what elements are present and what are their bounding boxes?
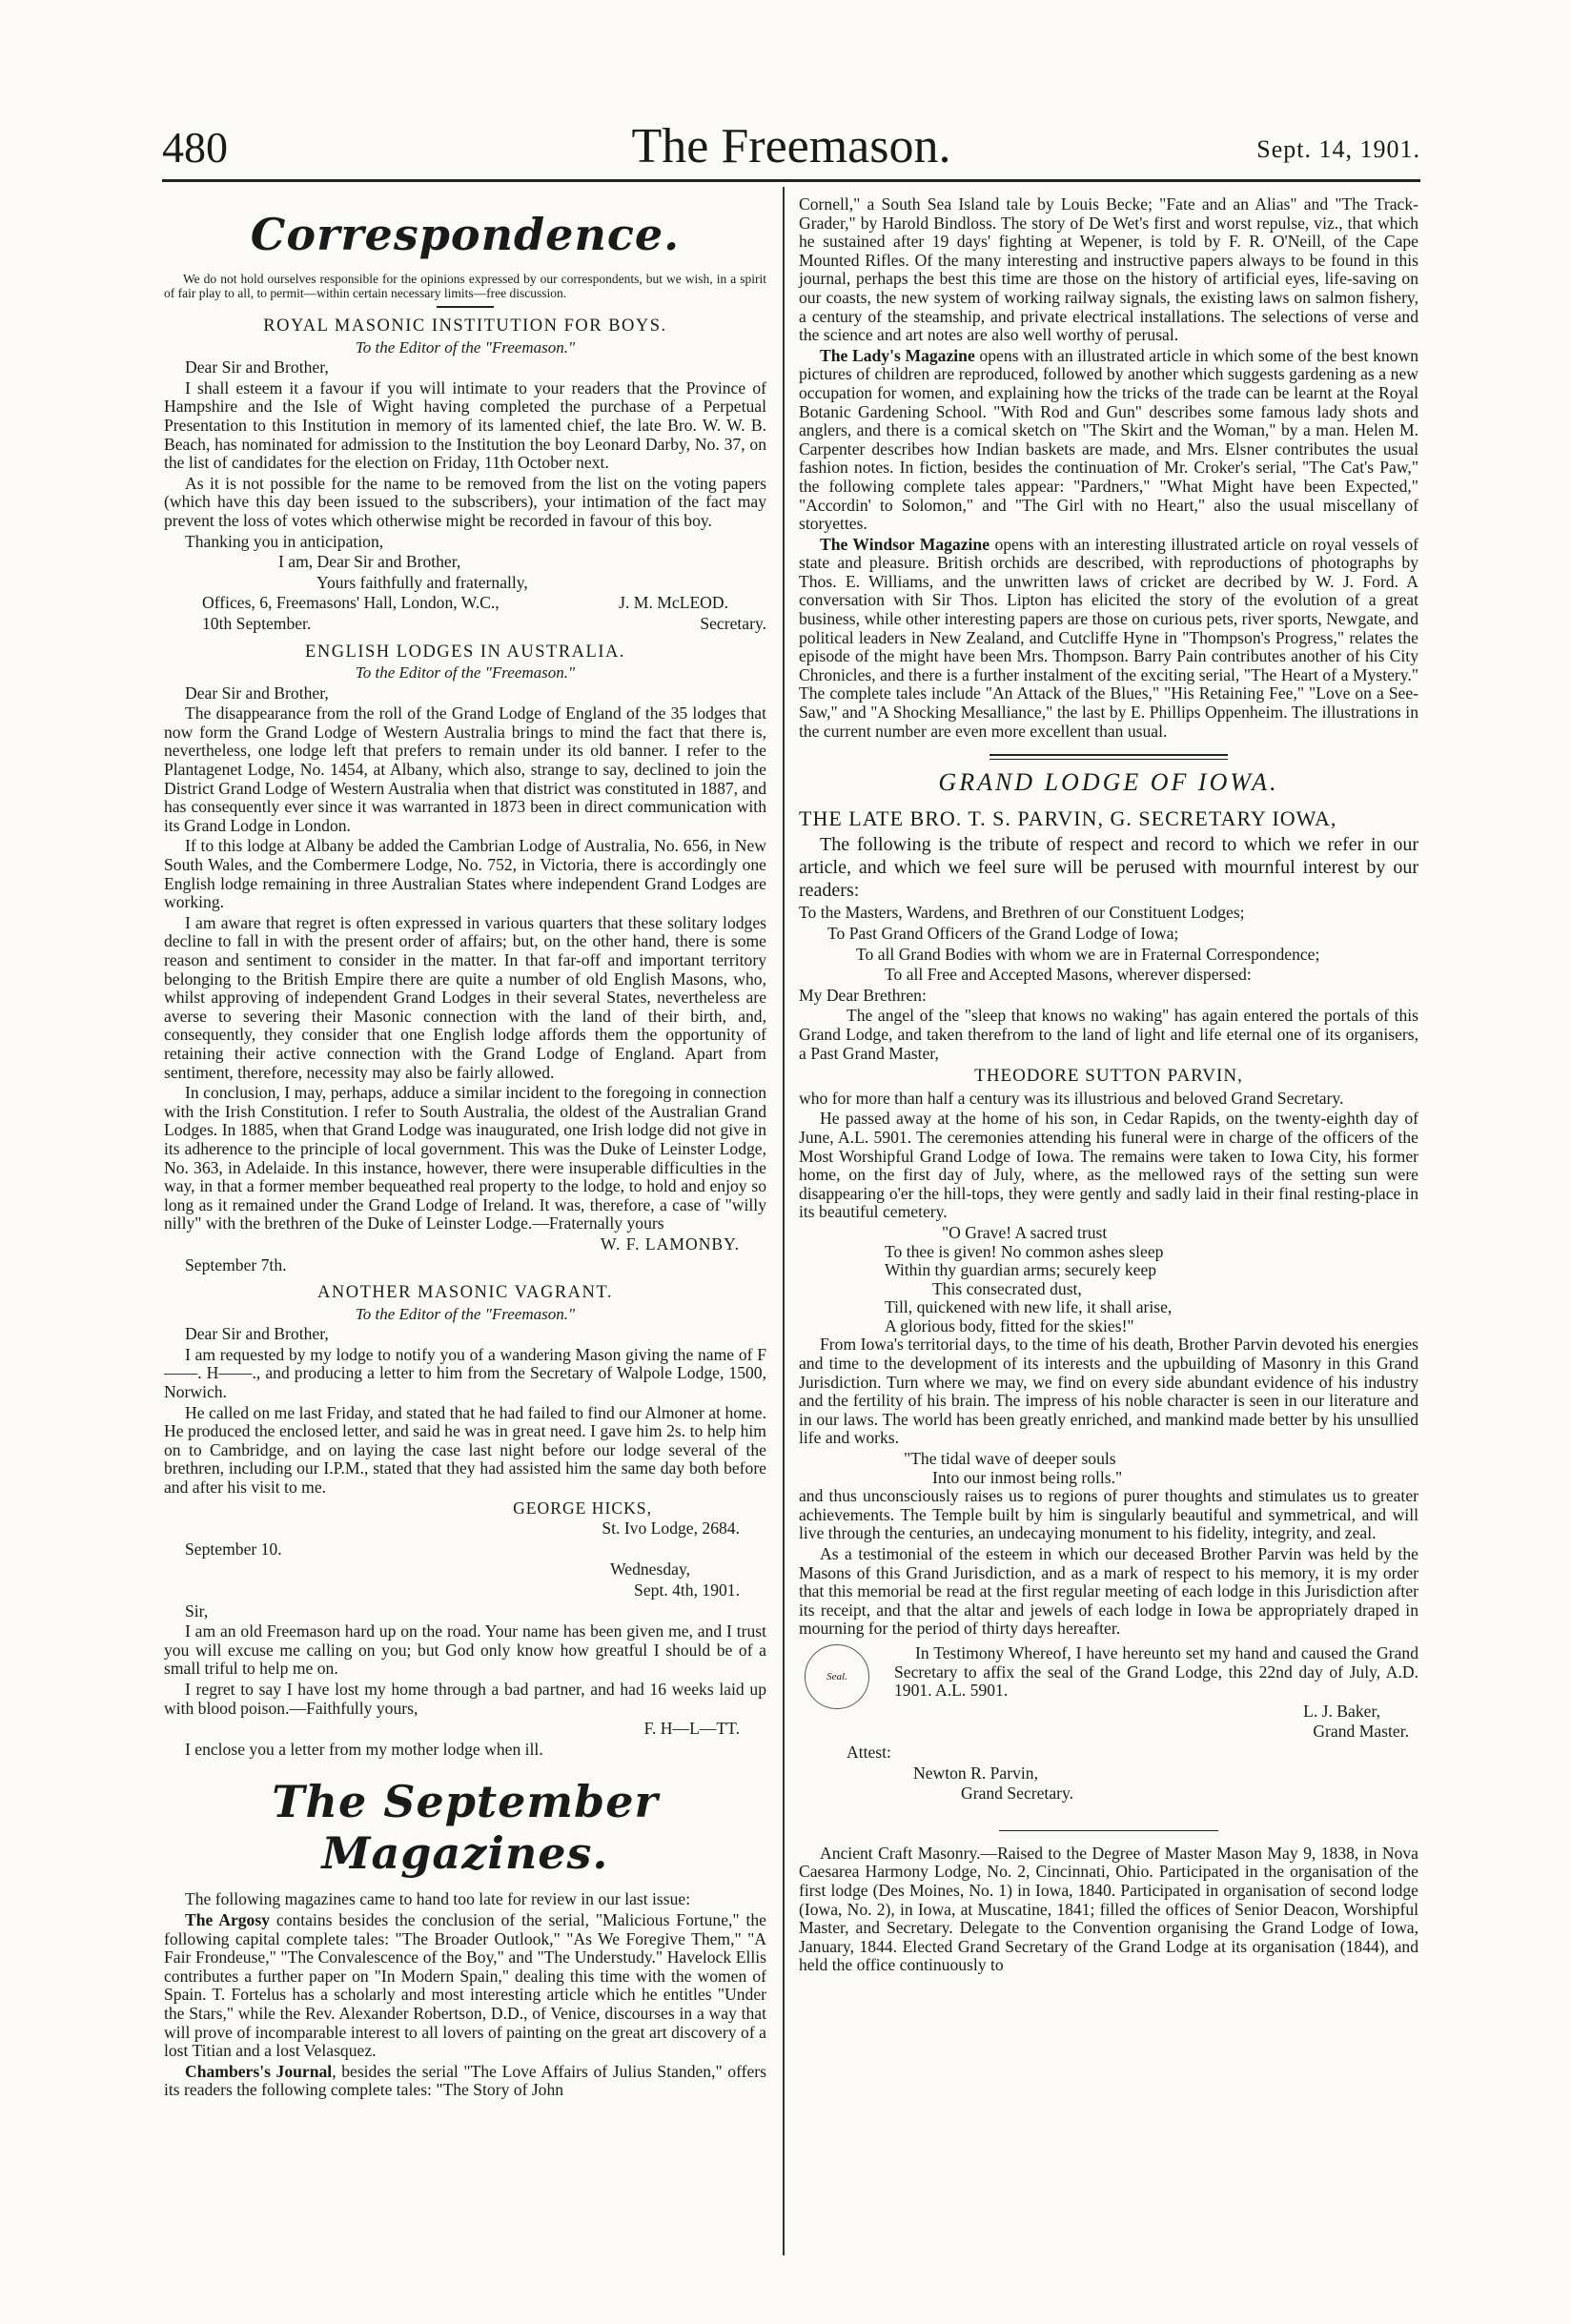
amv-heading: ANOTHER MASONIC VAGRANT. — [317, 1283, 613, 1303]
argosy-paragraph — [164, 1911, 766, 2061]
rmib-close: Yours faithfully and fraternally, — [316, 572, 528, 592]
rmib-address-line — [164, 594, 766, 613]
iowa-brethren: My Dear Brethren: — [799, 985, 927, 1005]
poem-line: This consecrated dust, — [932, 1278, 1082, 1298]
windsor-paragraph — [799, 536, 1418, 742]
amv-signatory: GEORGE HICKS, — [513, 1498, 652, 1518]
poem-line: To thee is given! No common ashes sleep — [885, 1241, 1164, 1261]
chambers-name: Chambers's Journal — [185, 2061, 333, 2081]
iowa-lead: The following is the tribute of respect and record to which we refer in our article, and which we feel sure will be perused with mournful interest by our readers: — [799, 834, 1418, 902]
amv-wed-date: Sept. 4th, 1901. — [634, 1580, 740, 1600]
iowa-paragraph: and thus unconsciously raises us to regions of purer thoughts and stimulates us to greater achievements. The Temple built by him is singularly beautiful and symmetrical, and will live through the centuries, an undecaying monument to his fidelity, integrity, and zeal. — [799, 1486, 1418, 1543]
poem-line: A glorious body, fitted for the skies!" — [885, 1315, 1134, 1335]
section-rule — [437, 306, 494, 308]
chambers-continued: Cornell," a South Sea Island tale by Louis Becke; "Fate and an Alias" and "The Track-Grader," by Harold Bindloss. The story of De Wet's first and worst repulse, viz., that which he sustained after 19 days' fighting at Wepener, is told by F. R. O'Neill, of the Cape Mounted Rifles. Of the many interesting and instructive papers always to be found in this journal, perhaps the best this time are those on the history of artificial eyes, life-saving on our coasts, the new system of working railway signals, the existing laws on salmon fishery, a century of the steamship, and private electrical installations. The selections of verse and the science and art notes are also well worthy of perusal. — [799, 194, 1418, 345]
attest-label: Attest: — [847, 1742, 891, 1762]
poem-line: "The tidal wave of deeper souls — [904, 1449, 1116, 1469]
newspaper-title: The Freemason. — [631, 119, 951, 173]
ladys-paragraph — [799, 347, 1418, 534]
windsor-name: The Windsor Magazine — [820, 534, 990, 554]
iowa-subheading: THE LATE BRO. T. S. PARVIN, G. SECRETARY IOWA, — [799, 805, 1337, 830]
section-double-rule — [990, 754, 1228, 760]
seal-block — [799, 1644, 1418, 1742]
amv-wednesday: Wednesday, — [610, 1560, 690, 1580]
chambers-paragraph — [164, 2063, 766, 2100]
section-rule — [999, 1830, 1218, 1831]
ela-signatory: W. F. LAMONBY. — [600, 1233, 740, 1254]
rmib-salutation: Dear Sir and Brother, — [185, 357, 329, 377]
amv-paragraph: I am an old Freemason hard up on the road. Your name has been given me, and I trust you will excuse me calling on you; but God only know how greatful I should be of a small triful to help me on. — [164, 1621, 766, 1679]
ela-paragraph: If to this lodge at Albany be added the Cambrian Lodge of Australia, No. 656, in New South Wales, and the Combermere Lodge, No. 752, in Victoria, there is accordingly one English lodge remaining in three Australian States where independent Grand Lodges are working. — [164, 836, 766, 912]
poem-line: Within thy guardian arms; securely keep — [885, 1260, 1157, 1280]
testimony-text: In Testimony Whereof, I have hereunto set my hand and caused the Grand Secretary to affix the seal of the Grand Lodge, this 22nd day of July, A.D. 1901. A.L. 5901. — [894, 1642, 1418, 1701]
magazines-intro: The following magazines came to hand too late for review in our last issue: — [185, 1889, 691, 1909]
correspondence-title: Correspondence. — [250, 209, 681, 260]
argosy-name: The Argosy — [185, 1909, 270, 1929]
rmib-close: I am, Dear Sir and Brother, — [278, 552, 461, 572]
rmib-date-line — [164, 615, 766, 634]
amv-sir: Sir, — [185, 1600, 209, 1621]
amv-salutation: Dear Sir and Brother, — [185, 1324, 329, 1344]
ladys-text: opens with an illustrated article in which some of the best known pictures of children are reproduced, followed by another which suggests gardening as a new occupation for women, and explaining how the tricks of the trade can be learnt at the Royal Botanic Gardening School. "With Rod and Gun" describes some famous lady shots and anglers, and there is a comical sketch on "The Skirt and the Woman," by a man. Helen M. Carpenter describes how Indian baskets are made, and Mrs. Elsner contributes the usual fashion notes. In fiction, besides the continuation of Mr. Croker's serial, "The Cat's Paw," the following complete tales appear: "Pardners," "What Might have been Expected," "Accordin' to Solomon," and "The Girl with no Heart," also the usual miscellany of storyettes. — [799, 345, 1418, 534]
column-divider — [783, 187, 785, 2255]
poem-line: Till, quickened with new life, it shall arise, — [885, 1297, 1173, 1317]
amv-paragraph: I regret to say I have lost my home through a bad partner, and had 16 weeks laid up with blood poison.—Faithfully yours, — [164, 1679, 766, 1718]
header-rule — [162, 179, 1420, 182]
grand-secretary-role: Grand Secretary. — [961, 1784, 1074, 1804]
left-column — [164, 195, 766, 2102]
rmib-date: 10th September. — [202, 613, 312, 633]
ladys-name: The Lady's Magazine — [820, 345, 975, 365]
rmib-paragraph: As it is not possible for the name to be removed from the list on the voting papers (which have this day been issued to the subscribers), your intimation of the fact may prevent the loss of votes which otherwise might be recorded in favour of this boy. — [164, 473, 766, 530]
poem-line: "O Grave! A sacred trust — [942, 1222, 1108, 1242]
rmib-paragraph: Thanking you in anticipation, — [185, 531, 384, 551]
iowa-address: To all Free and Accepted Masons, wherever dispersed: — [885, 965, 1252, 985]
iowa-honoree-name: THEODORE SUTTON PARVIN, — [974, 1066, 1243, 1087]
ela-paragraph: The disappearance from the roll of the Grand Lodge of England of the 35 lodges that now form the Grand Lodge of Western Australia brings to mind the fact that there is, nevertheless, one lodge left that prefers to remain under its old banner. I refer to the Plantagenet Lodge, No. 1454, at Albany, which also, strange to say, declined to join the District Grand Lodge of Western Australia when that district was constituted in 1887, and has consequently ever since it was warranted in 1873 been in direct communication with its Grand Lodge in London. — [164, 703, 766, 835]
amv-paragraph: I enclose you a letter from my mother lodge when ill. — [185, 1739, 543, 1759]
argosy-text: contains besides the conclusion of the serial, "Malicious Fortune," the following capital complete tales: "The Broader Outlook," "As We Foregive Them," "A Fair Frondeuse," "The Convalescence of the Boy," and "The Understudy." Havelock Ellis contributes a further paper on "In Modern Spain," dealing this time with the women of Spain. T. Fortelus has a scholarly and most interesting article which he entitles "Under the Stars," while the Rev. Alexander Robertson, D.D., of Venice, discourses in a way that will prove of incomparable interest to all lovers of painting on the great art discovery of a lost Titian and a lost Velasquez. — [164, 1909, 766, 2061]
rmib-paragraph: I shall esteem it a favour if you will intimate to your readers that the Province of Hampshire and the Isle of Wight having completed the purchase of a Perpetual Presentation to this Institution in memory of its lamented chief, the late Bro. W. W. B. Beach, has nominated for admission to the Institution the boy Leonard Darby, No. 37, on the list of candidates for the election on Friday, 11th October next. — [164, 377, 766, 473]
rmib-signatory: J. M. McLEOD. — [619, 593, 728, 613]
ela-paragraph: In conclusion, I may, perhaps, adduce a similar incident to the foregoing in connection with the Irish Constitution. I refer to South Australia, the oldest of the Australian Grand Lodges. In 1885, when that Grand Lodge was inaugurated, one Irish lodge did not give in its adherence to the principle of local government. This was the Duke of Leinster Lodge, No. 363, in Adelaide. In this instance, however, there were insuperable difficulties in the way, in that a former member bequeathed real property to the lodge, to hold and enjoy so long as it remained under the Grand Lodge of Ireland. It was, therefore, a case of "willy nilly" with the brethren of the Duke of Leinster Lodge.—Fraternally yours — [164, 1083, 766, 1233]
windsor-text: opens with an interesting illustrated article on royal vessels of state and pleasure. British orchids are described, with reproductions of photographs by Thos. E. Williams, and the unwritten laws of cricket are decribed by W. J. Ford. A conversation with Sir Thos. Lipton has elicited the story of the evolution of a great business, while other interesting papers are those on curious pets, river sports, Newgate, and political leaders in New Zealand, and Cutcliffe Hyne in "Thompson's Progress," relates the episode of the might have been Mrs. Thompson. Barry Pain contributes another of his City Chronicles, and there is a further instalment of the exciting serial, "The Heart of a Mystery." The complete tales include "An Attack of the Blues," "His Retaining Fee," "Love on a See-Saw," and "A Shocking Mesalliance," the last by E. Phillips Oppenheim. The illustrations in the current number are even more excellent than usual. — [799, 534, 1418, 741]
ela-date: September 7th. — [185, 1254, 287, 1274]
issue-date: Sept. 14, 1901. — [1256, 135, 1420, 163]
rmib-heading: ROYAL MASONIC INSTITUTION FOR BOYS. — [263, 316, 667, 336]
amv-letter-signature: F. H—L—TT. — [643, 1719, 740, 1739]
grand-master-role: Grand Master. — [1313, 1722, 1409, 1742]
rmib-role: Secretary. — [700, 613, 766, 633]
grand-master-name: L. J. Baker, — [1303, 1701, 1380, 1721]
page-number: 480 — [162, 123, 228, 172]
iowa-paragraph: He passed away at the home of his son, in Cedar Rapids, on the twenty-eighth day of June, A.L. 5901. The ceremonies attending his funeral were in charge of the officers of the Most Worshipful Grand Lodge of Iowa. The remains were taken to Iowa City, his former home, on the first day of July, where, as the mellowed rays of the setting sun were disappearing o'er the hill-tops, they were gently and sadly laid in their final resting-place in its beautiful cemetery. — [799, 1109, 1418, 1222]
amv-date: September 10. — [185, 1539, 282, 1559]
iowa-paragraph: The angel of the "sleep that knows no waking" has again entered the portals of this Grand Lodge, and taken therefrom to the land of light and life eternal one of its organisers, a Past Grand Master, — [799, 1006, 1418, 1063]
amv-to-editor: To the Editor of the "Freemason." — [355, 1304, 576, 1323]
disclaimer: We do not hold ourselves responsible for the opinions expressed by our correspondents, but we wish, in a spirit of fair play to all, to permit—within certain necessary limits—free discussion. — [164, 272, 766, 300]
magazines-title: The September Magazines. — [272, 1776, 659, 1880]
amv-paragraph: I am requested by my lodge to notify you of a wandering Mason giving the name of F——. H——., and producing a letter to him from the Secretary of Walpole Lodge, 1500, Norwich. — [164, 1344, 766, 1402]
iowa-paragraph: who for more than half a century was its illustrious and beloved Grand Secretary. — [799, 1088, 1344, 1108]
seal-mark: Seal. — [805, 1644, 869, 1709]
chambers-text: , besides the serial "The Love Affairs of Julius Standen," offers its readers the following complete tales: "The Story of John — [164, 2061, 767, 2100]
ela-heading: ENGLISH LODGES IN AUSTRALIA. — [305, 642, 625, 662]
ela-salutation: Dear Sir and Brother, — [185, 683, 329, 703]
ela-to-editor: To the Editor of the "Freemason." — [355, 663, 576, 683]
ela-paragraph: I am aware that regret is often expressed in various quarters that these solitary lodges decline to fall in with the present order of affairs; but, on the other hand, there is some reason and sentiment to consider in the matter. In that far-off and important territory belonging to the British Empire there are quite a number of old English Masons, who, whilst approving of independent Grand Lodges in their several States, nevertheless are averse to severing their Masonic connection with the land of their birth, and, consequently, they consider that one English lodge affords them the opportunity of retaining their active connection with the Grand Lodge of England. Apart from sentiment, therefore, necessity may also be fairly allowed. — [164, 912, 766, 1082]
iowa-paragraph: From Iowa's territorial days, to the time of his death, Brother Parvin devoted his energies and time to the development of its interests and the upbuilding of Masonry in this Grand Jurisdiction. Turn where we may, we find on every side abundant evidence of his industry and the fertility of his brain. The impress of his noble character is seen in our literature and in our laws. The world has been greatly enriched, and mankind made better by his unsullied life and works. — [799, 1335, 1418, 1448]
ancient-craft-paragraph: Ancient Craft Masonry.—Raised to the Degree of Master Mason May 9, 1838, in Nova Caesarea Harmony Lodge, No. 2, Cincinnati, Ohio. Participated in the organisation of the first lodge (Des Moines, No. 1) in Iowa, 1840. Participated in organisation of second lodge (Iowa, No. 2), in Iowa, at Muscatine, 1841; filled the offices of Senior Deacon, Worshipful Master, and Secretary. Delegate to the Convention organising the Grand Lodge of Iowa, January, 1844. Elected Grand Secretary of the Grand Lodge at its organisation (1844), and held the office continuously to — [799, 1843, 1418, 1975]
rmib-to-editor: To the Editor of the "Freemason." — [355, 337, 576, 357]
iowa-address: To all Grand Bodies with whom we are in Fraternal Correspondence; — [856, 944, 1320, 964]
iowa-heading: GRAND LODGE OF IOWA. — [938, 768, 1279, 797]
poem-line: Into our inmost being rolls." — [932, 1467, 1123, 1487]
iowa-address: To Past Grand Officers of the Grand Lodge of Iowa; — [827, 924, 1179, 943]
grand-secretary-name: Newton R. Parvin, — [913, 1763, 1038, 1783]
rmib-address: Offices, 6, Freemasons' Hall, London, W.C., — [202, 593, 500, 613]
iowa-address: To the Masters, Wardens, and Brethren of our Constituent Lodges; — [799, 903, 1245, 923]
right-column — [799, 195, 1418, 1977]
amv-paragraph: He called on me last Friday, and stated that he had failed to find our Almoner at home. He produced the enclosed letter, and said he was in great need. I gave him 2s. to help him on to Cambridge, and on laying the case last night before our lodge several of the brethren, including our I.P.M., stated that they had assisted him the same day both before and after his visit to me. — [164, 1402, 766, 1498]
amv-lodge: St. Ivo Lodge, 2684. — [602, 1519, 740, 1539]
iowa-paragraph: As a testimonial of the esteem in which our deceased Brother Parvin was held by the Masons of this Grand Jurisdiction, and as a mark of respect to his memory, it is my order that this memorial be read at the first regular meeting of each lodge in this Jurisdiction after its receipt, and that the altar and jewels of each lodge in Iowa be appropriately draped in mourning for the period of thirty days hereafter. — [799, 1544, 1418, 1639]
